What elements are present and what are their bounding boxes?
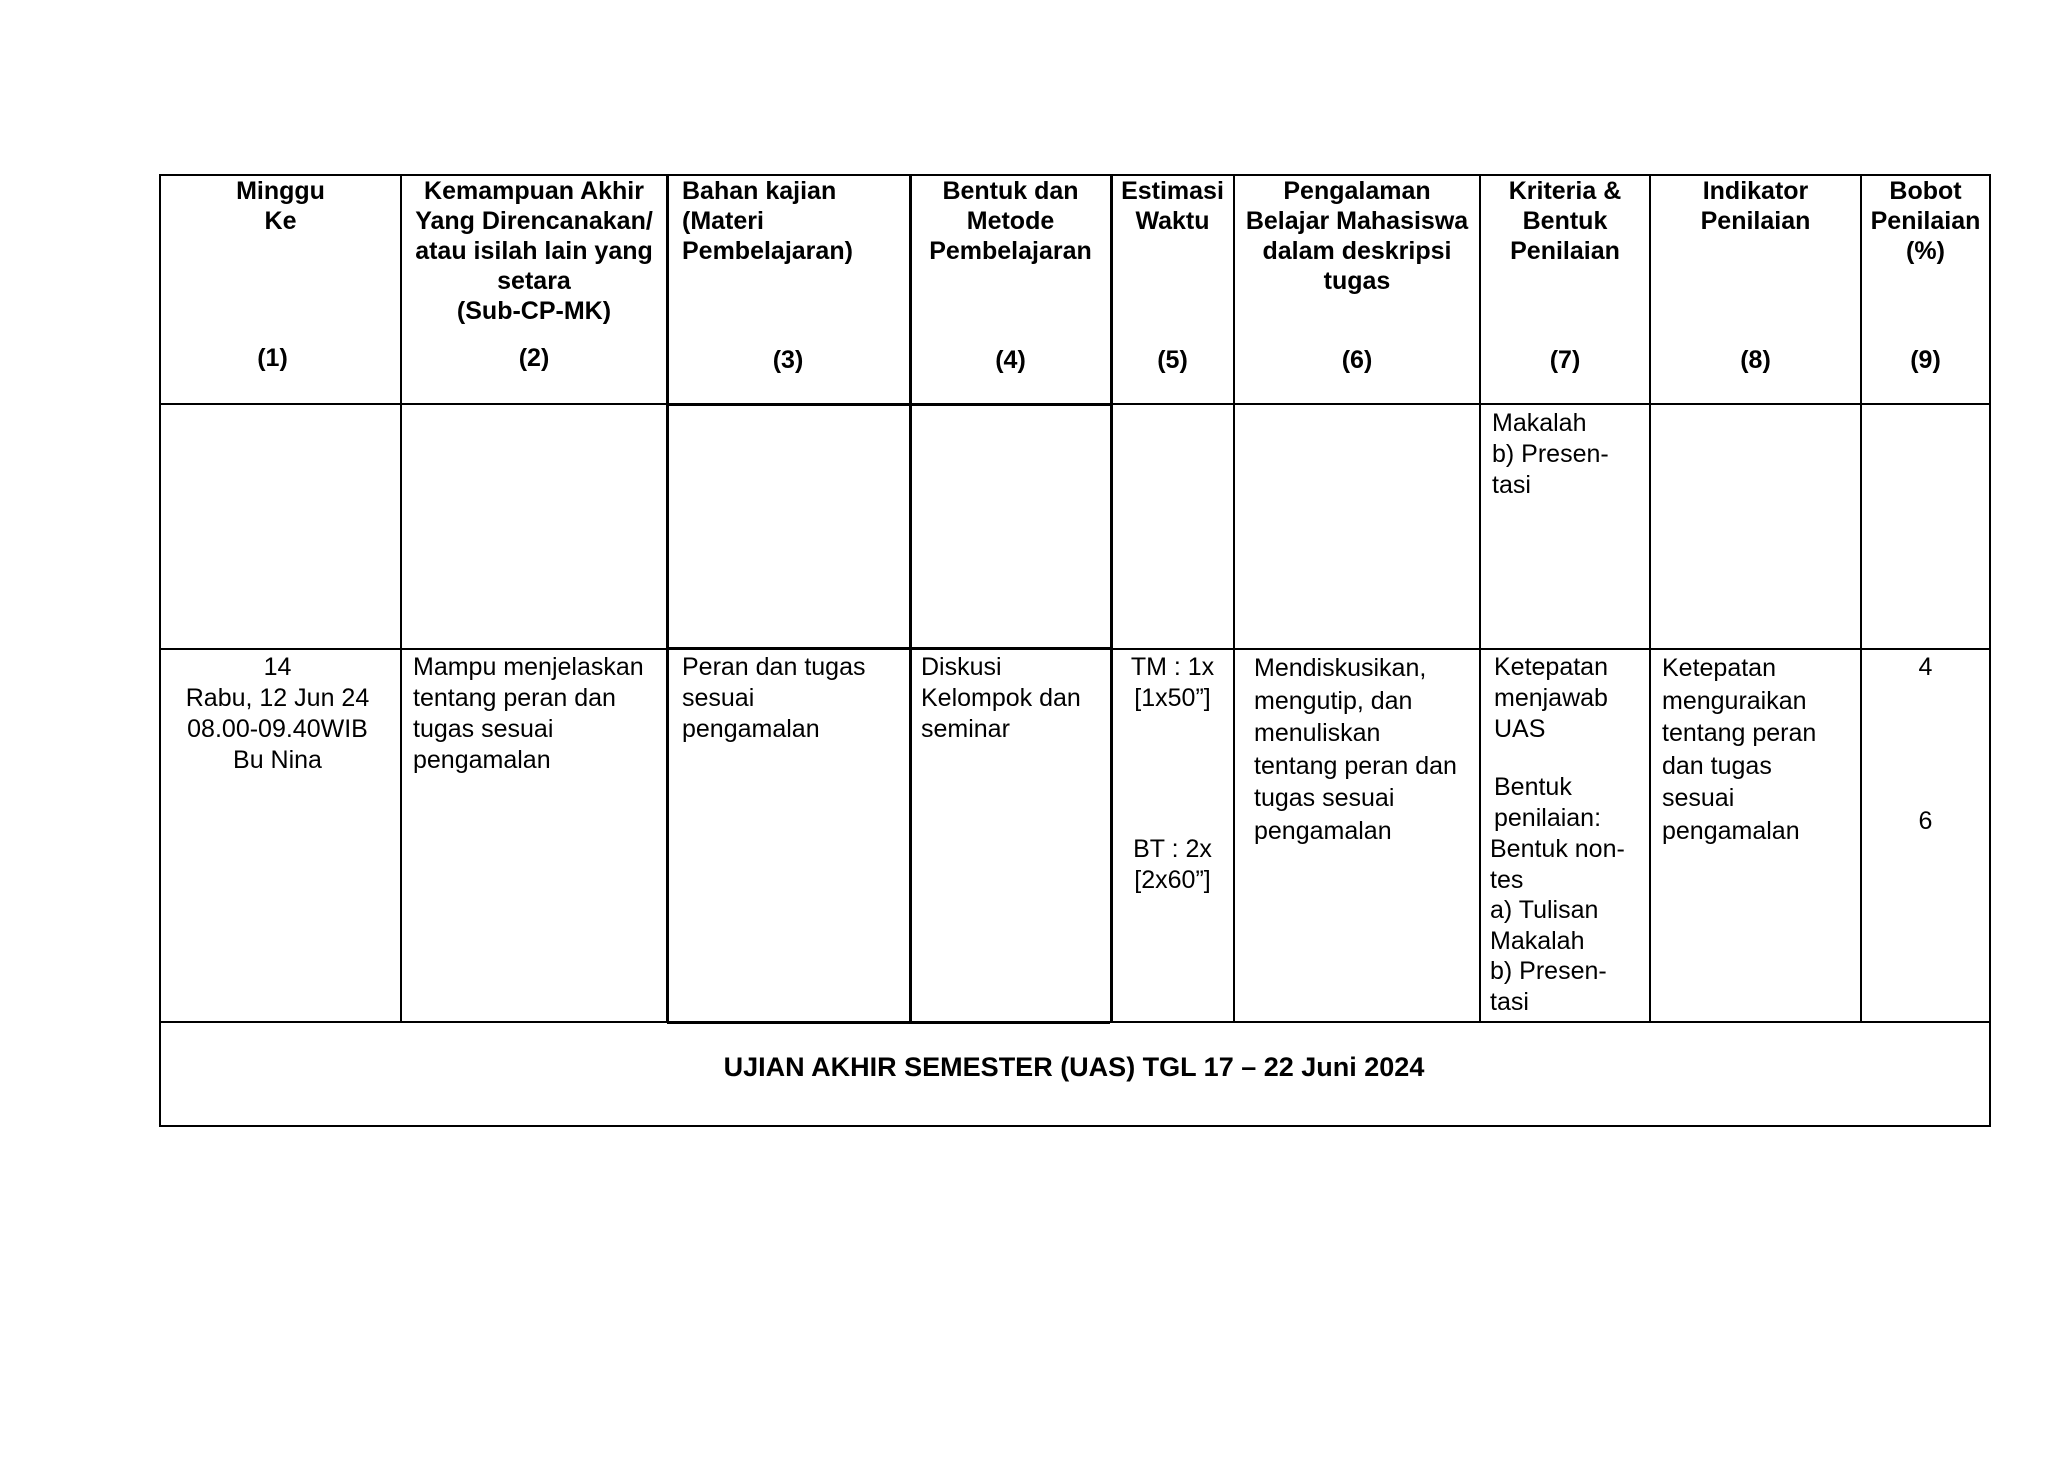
header-bobot: Bobot Penilaian (%)	[1870, 177, 1981, 265]
uas-footer: UJIAN AKHIR SEMESTER (UAS) TGL 17 – 22 Juni 2024	[723, 1052, 1425, 1082]
row14-waktu-tm: TM : 1x [1x50”]	[1130, 653, 1215, 712]
row14-kriteria-a: Ketepatan menjawab UAS	[1494, 653, 1608, 743]
header-num-5: (5)	[1157, 346, 1188, 374]
header-num-8: (8)	[1740, 346, 1771, 374]
header-kemampuan: Kemampuan Akhir Yang Direncanakan/ atau isilah lain yang setara (Sub-CP-MK)	[415, 177, 653, 325]
header-num-4: (4)	[995, 346, 1026, 374]
row14-kemampuan: Mampu menjelaskan tentang peran dan tugas sesuai pengamalan	[413, 653, 644, 774]
row14-kriteria-b: Bentuk penilaian:	[1494, 773, 1602, 832]
continued-kriteria: Makalah b) Presen- tasi	[1492, 409, 1609, 499]
row14-indikator: Ketepatan menguraikan tentang peran dan tugas sesuai pengamalan	[1662, 654, 1817, 845]
row14-minggu: 14 Rabu, 12 Jun 24 08.00-09.40WIB Bu Nina	[185, 653, 370, 774]
header-num-1: (1)	[257, 344, 288, 372]
row14-bahan: Peran dan tugas sesuai pengamalan	[682, 653, 866, 743]
header-minggu: Minggu Ke	[236, 177, 325, 235]
header-num-2: (2)	[518, 344, 550, 372]
header-bahan: Bahan kajian (Materi Pembelajaran)	[682, 177, 853, 265]
row14-metode: Diskusi Kelompok dan seminar	[921, 653, 1081, 743]
header-pengalaman: Pengalaman Belajar Mahasiswa dalam deskripsi tugas	[1245, 177, 1469, 295]
header-num-9: (9)	[1910, 346, 1941, 374]
row14-bobot-2: 6	[1918, 807, 1933, 835]
row14-waktu-bt: BT : 2x [2x60”]	[1133, 835, 1212, 894]
row14-bobot-1: 4	[1918, 653, 1933, 681]
header-num-7: (7)	[1549, 346, 1581, 374]
header-kriteria: Kriteria & Bentuk Penilaian	[1508, 177, 1622, 265]
header-indikator: Indikator Penilaian	[1700, 177, 1811, 235]
header-waktu: Estimasi Waktu	[1121, 177, 1224, 235]
row14-kriteria-c: Bentuk non- tes a) Tulisan Makalah b) Presen- tasi	[1490, 835, 1625, 1016]
header-metode: Bentuk dan Metode Pembelajaran	[929, 177, 1092, 265]
header-num-3: (3)	[772, 346, 804, 374]
row14-pengalaman: Mendiskusikan, mengutip, dan menuliskan tentang peran dan tugas sesuai pengamalan	[1254, 654, 1457, 845]
header-num-6: (6)	[1341, 346, 1373, 374]
